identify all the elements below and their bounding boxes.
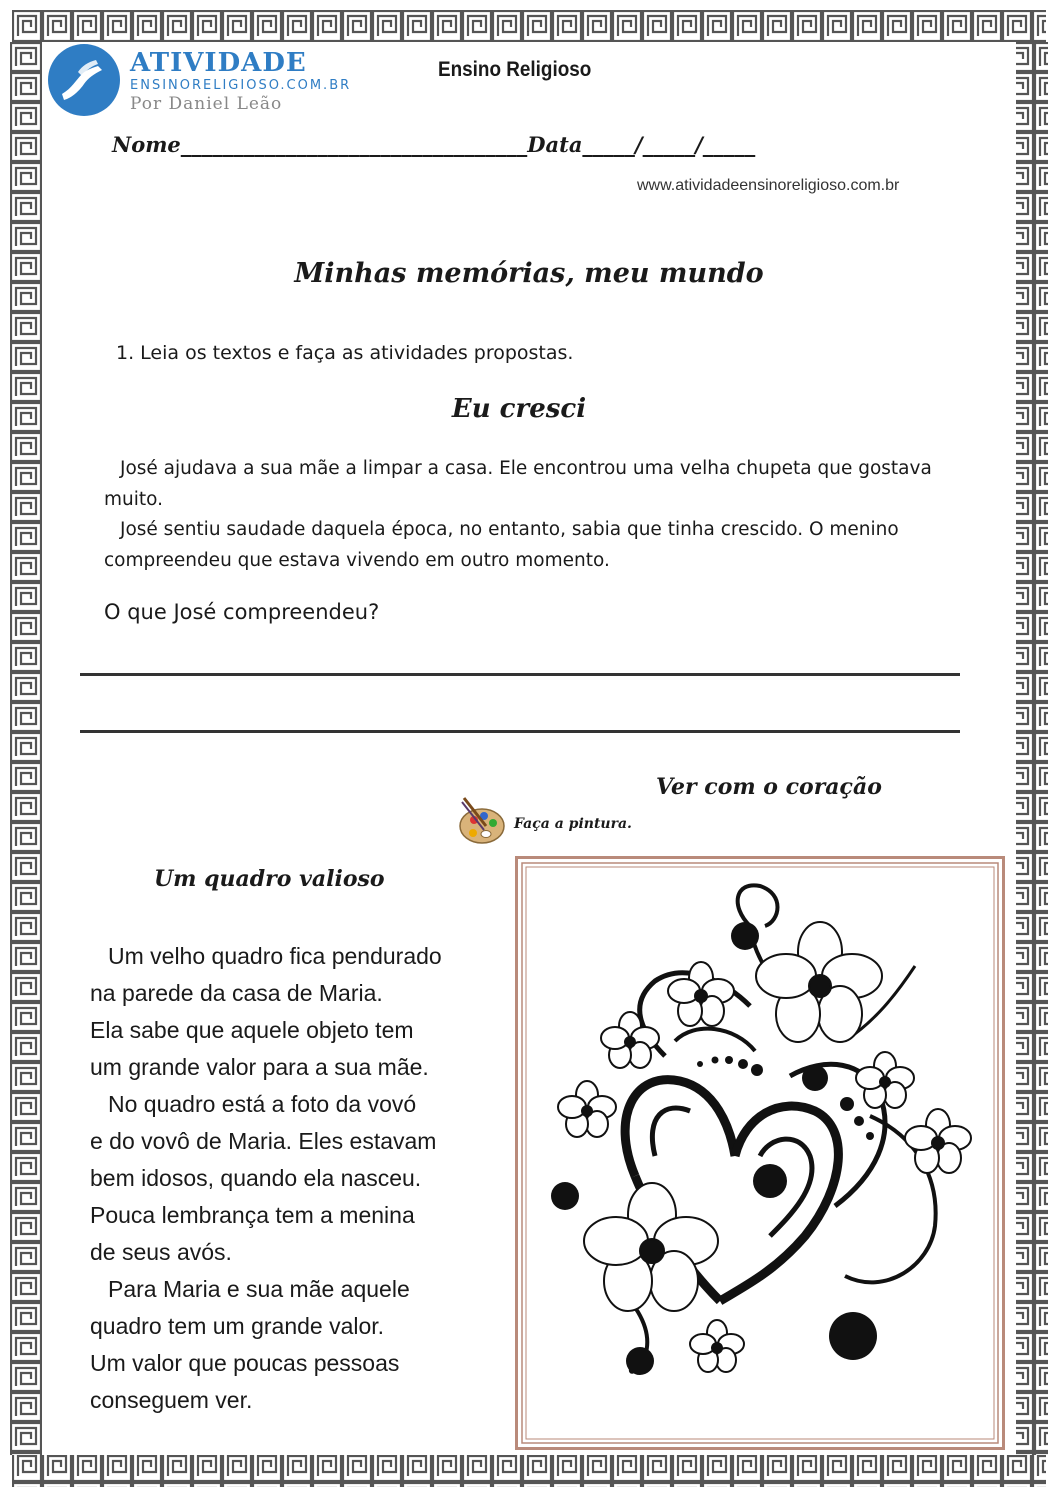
quadro-line: conseguem ver. <box>90 1387 253 1413</box>
section-title: Ver com o coração <box>656 774 882 800</box>
coloring-picture-frame <box>515 856 1005 1450</box>
logo-title: ATIVIDADE <box>130 48 307 78</box>
palette-icon <box>456 796 510 848</box>
story-title: Eu cresci <box>451 394 587 424</box>
quadro-line: Pouca lembrança tem a menina <box>90 1202 415 1228</box>
quadro-line: Um velho quadro fica pendurado <box>108 943 442 969</box>
site-logo <box>48 44 378 118</box>
quadro-line: Para Maria e sua mãe aquele <box>108 1276 410 1302</box>
hands-logo-icon <box>48 44 120 116</box>
answer-line[interactable] <box>80 730 960 733</box>
name-date-line: Nome_________________________________Data_____/_____/_____ <box>112 132 756 157</box>
quadro-line: Ela sabe que aquele objeto tem <box>90 1017 414 1043</box>
quadro-title: Um quadro valioso <box>154 866 385 892</box>
paint-instruction: Faça a pintura. <box>514 816 632 832</box>
quadro-text <box>90 938 462 1419</box>
date-label: Data <box>527 132 583 157</box>
logo-subtitle: ENSINORELIGIOSO.COM.BR <box>130 78 352 93</box>
subject-title: Ensino Religioso <box>438 58 592 81</box>
story-paragraph: José sentiu saudade daquela época, no entanto, sabia que tinha crescido. O menino compreendeu que estava vivendo em outro momento. <box>104 519 899 571</box>
quadro-line: um grande valor para a sua mãe. <box>90 1054 429 1080</box>
logo-author: Por Daniel Leão <box>130 94 283 114</box>
question: O que José compreendeu? <box>104 600 380 624</box>
instruction: 1. Leia os textos e faça as atividades propostas. <box>116 342 574 364</box>
story-paragraph: José ajudava a sua mãe a limpar a casa. Ele encontrou uma velha chupeta que gostava muito. <box>104 458 932 510</box>
page-title: Minhas memórias, meu mundo <box>294 258 764 289</box>
website-url: www.atividadeensinoreligioso.com.br <box>637 177 900 194</box>
quadro-line: de seus avós. <box>90 1239 232 1265</box>
quadro-line: e do vovô de Maria. Eles estavam <box>90 1128 437 1154</box>
quadro-line: quadro tem um grande valor. <box>90 1313 385 1339</box>
quadro-line: Um valor que poucas pessoas <box>90 1350 400 1376</box>
story-text <box>104 454 964 576</box>
answer-line[interactable] <box>80 673 960 676</box>
quadro-line: No quadro está a foto da vovó <box>108 1091 417 1117</box>
quadro-line: na parede da casa de Maria. <box>90 980 383 1006</box>
quadro-line: bem idosos, quando ela nasceu. <box>90 1165 422 1191</box>
name-label: Nome <box>112 132 181 157</box>
